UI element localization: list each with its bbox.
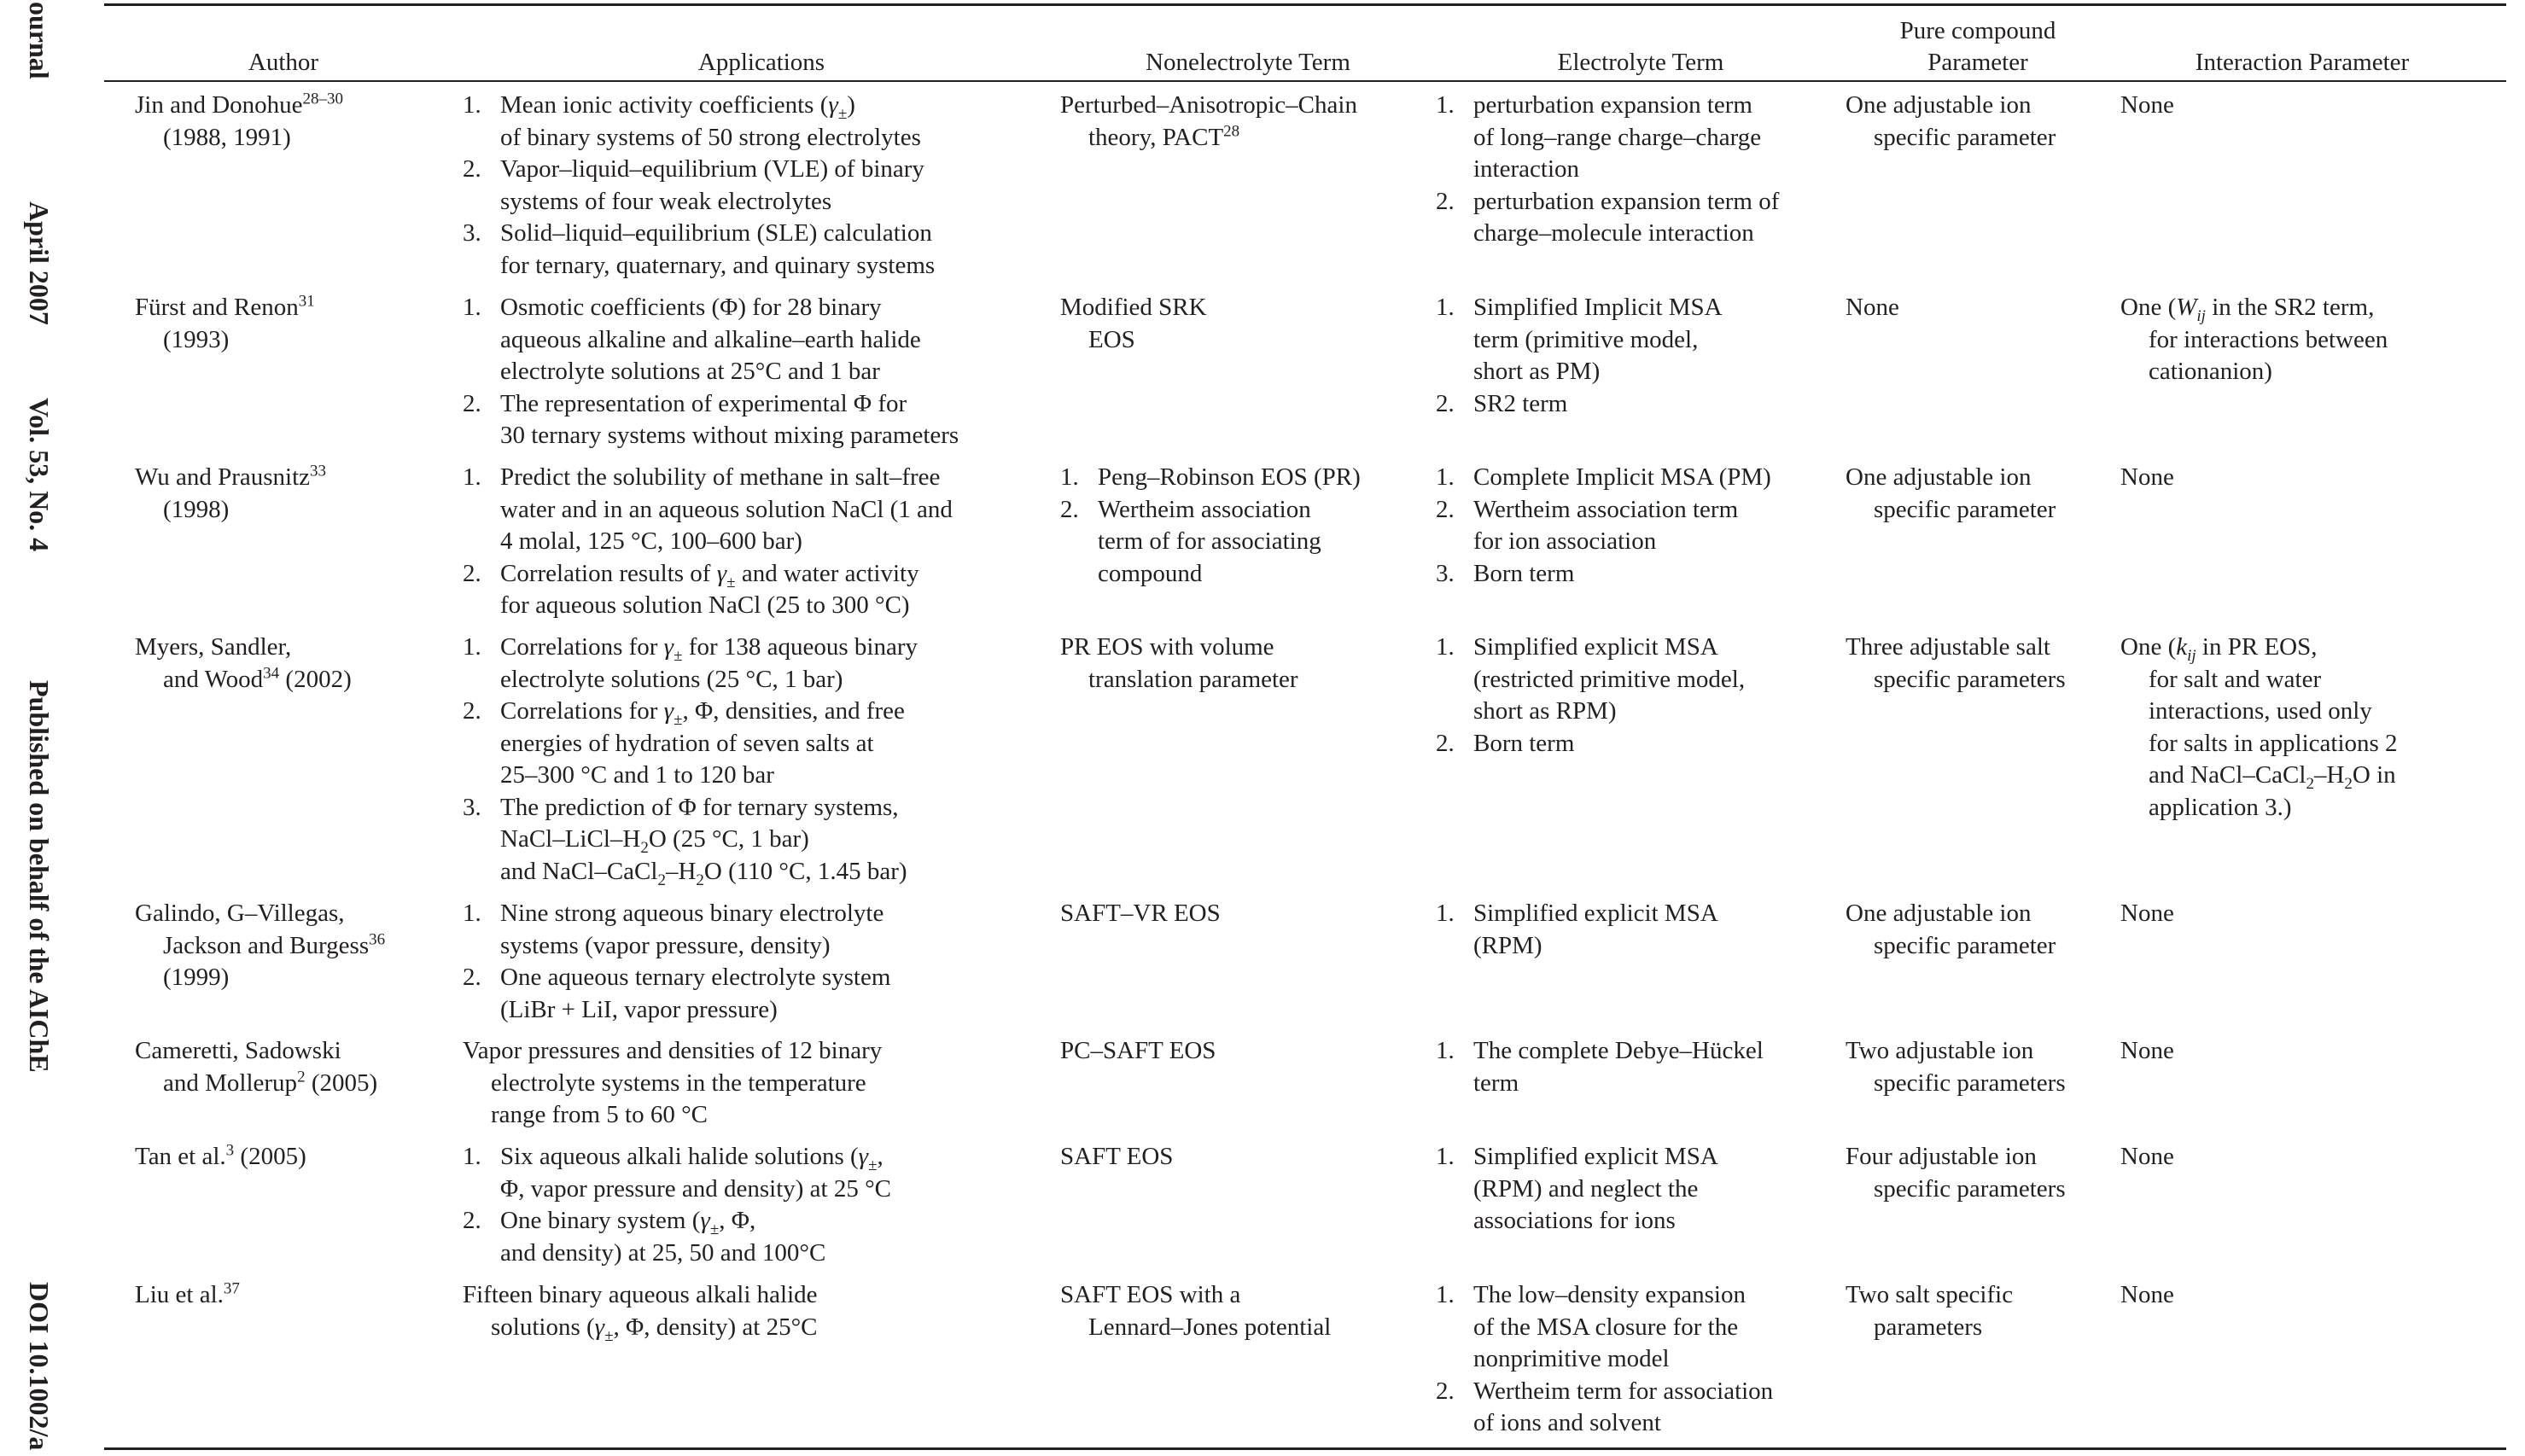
interaction-parameter-cell: One ($k_{ij}$ in PR EOS, for salt and water interactions, used only for salts in applications 2 and NaCl–$CaCl_2-H_2O$ in application 3.) [2120,633,2398,821]
table-top-rule [104,3,2506,6]
nonelectrolyte-cell: SAFT–VR EOS [1060,900,1221,927]
sidebar-text [0,2,82,1456]
sidebar-journal: ournal [24,2,55,79]
header-pure-compound: Pure compound Parameter [1899,17,2056,76]
applications-cell: 1. Mean ionic activity coefficients $(\gamma_\pm)$ of binary systems of 50 strong electrolytes 2. Vapor–liquid–equilibrium (VLE) of binary systems of four weak electrolytes 3. Solid–liquid–equilibrium (SLE) calculation for ternary, quaternary, and quinary systems [463,91,936,279]
nonelectrolyte-cell: Modified SRK EOS [1060,294,1207,353]
interaction-parameter-cell: One ($W_{ij}$ in the SR2 term, for interactions between cationanion) [2120,294,2388,385]
electrolyte-cell: 1. perturbation expansion term of long–range charge–charge interaction 2. perturbation expansion term of charge–molecule interaction [1436,91,1780,247]
table-bottom-rule [104,1447,2506,1450]
author-cell: Cameretti, Sadowski and Mollerup$^2$ (2005) [135,1037,378,1097]
pure-parameter-cell: One adjustable ion specific parameter [1846,463,2056,523]
applications-cell: 1. Six aqueous alkali halide solutions ($\gamma_\pm$, Φ, vapor pressure and density) at 25 °C 2. One binary system ($\gamma_\pm$, Φ, and density) at 25, 50 and 100°C [463,1143,892,1267]
author-cell: Myers, Sandler, and Wood$^{34}$ (2002) [135,633,352,693]
pure-parameter-cell: Two adjustable ion specific parameters [1846,1037,2066,1097]
electrolyte-cell: 1. Simplified explicit MSA (RPM) and neglect the associations for ions [1436,1143,1718,1234]
author-cell: Jin and Donohue$^{28-30}$ (1988, 1991) [135,90,344,151]
electrolyte-cell: 1. The low–density expansion of the MSA closure for the nonprimitive model 2. Wertheim term for association of ions and solvent [1436,1281,1774,1436]
electrolyte-cell: 1. Complete Implicit MSA (PM) 2. Wertheim association term for ion association 3. Born term [1436,463,1771,587]
pure-parameter-cell: One adjustable ion specific parameter [1846,91,2056,151]
journal-sidebar [0,0,85,1456]
header-interaction: Interaction Parameter [2195,49,2410,76]
nonelectrolyte-cell: PR EOS with volume translation parameter [1060,633,1298,693]
author-cell: Galindo, G–Villegas, Jackson and Burgess$^{36}$ (1999) [135,900,386,991]
pure-parameter-cell: One adjustable ion specific parameter [1846,900,2056,959]
interaction-parameter-cell: None [2120,1281,2174,1308]
author-cell: Tan et al.$^3$ (2005) [135,1141,306,1170]
applications-cell: Vapor pressures and densities of 12 binary electrolyte systems in the temperature range from 5 to 60 °C [463,1037,883,1128]
interaction-parameter-cell: None [2120,91,2174,119]
nonelectrolyte-cell: Perturbed–Anisotropic–Chain theory, PACT$^{28}$ [1060,91,1357,151]
applications-cell: 1. Osmotic coefficients (Φ) for 28 binary aqueous alkaline and alkaline–earth halide electrolyte solutions at 25°C and 1 bar 2. The representation of experimental Φ for 30 ternary systems without mixing parameters [463,294,959,449]
pure-parameter-cell: None [1846,294,1899,321]
electrolyte-cell: 1. Simplified Implicit MSA term (primitive model, short as PM) 2. SR2 term [1436,294,1723,417]
nonelectrolyte-cell: SAFT EOS with a Lennard–Jones potential [1060,1281,1332,1341]
nonelectrolyte-cell: SAFT EOS [1060,1143,1174,1170]
interaction-parameter-cell: None [2120,463,2174,491]
electrolyte-cell: 1. Simplified explicit MSA (restricted primitive model, short as RPM) 2. Born term [1436,633,1746,757]
pure-parameter-cell: Two salt specific parameters [1846,1281,2014,1341]
nonelectrolyte-cell: 1. Peng–Robinson EOS (PR) 2. Wertheim association term of for associating compound [1060,463,1361,587]
applications-cell: 1. Correlations for $\gamma_\pm$ for 138 aqueous binary electrolyte solutions (25 °C, 1 bar) 2. Correlations for $\gamma_\pm$, Φ, densities, and free energies of hydration of seven salts at 25–300 °C and 1 to 120 bar 3. The prediction of Φ for ternary systems, NaCl–$LiCl-H_2O$ (25 °C, 1 bar) and NaCl–$CaCl_2-H_2O$ (110 °C, 1.45 bar) [463,633,918,889]
applications-cell: Fifteen binary aqueous alkali halide solutions ($\gamma_\pm$, Φ, density) at 25°C [463,1281,818,1345]
applications-cell: 1. Predict the solubility of methane in salt–free water and in an aqueous solution NaCl (1 and 4 molal, 125 °C, 100–600 bar) 2. Correlation results of $\gamma_\pm$ and water activity for aqueous solution NaCl (25 to 300 °C) [463,463,953,619]
author-cell: Wu and Prausnitz$^{33}$ (1998) [135,462,327,523]
applications-cell: 1. Nine strong aqueous binary electrolyte systems (vapor pressure, density) 2. One aqueous ternary electrolyte system (LiBr + LiI, vapor pressure) [463,900,891,1023]
header-applications: Applications [697,49,825,76]
header-electrolyte: Electrolyte Term [1557,49,1724,76]
header-author: Author [248,49,319,76]
author-cell: Liu et al.$^{37}$ [135,1279,240,1308]
interaction-parameter-cell: None [2120,1143,2174,1170]
header-nonelectrolyte: Nonelectrolyte Term [1146,49,1350,76]
pure-parameter-cell: Three adjustable salt specific parameters [1846,633,2066,693]
electrolyte-cell: 1. The complete Debye–Hückel term [1436,1037,1764,1097]
electrolyte-cell: 1. Simplified explicit MSA (RPM) [1436,900,1718,959]
interaction-parameter-cell: None [2120,1037,2174,1064]
sidebar-doi: DOI 10.1002/a [24,1282,55,1451]
sidebar-volume: Vol. 53, No. 4 [24,398,55,552]
interaction-parameter-cell: None [2120,900,2174,927]
author-cell: Fürst and Renon$^{31}$ (1993) [135,292,315,353]
sidebar-publisher-note: Published on behalf of the AIChE [24,680,55,1073]
sidebar-date: April 2007 [24,201,55,325]
nonelectrolyte-cell: PC–SAFT EOS [1060,1037,1216,1064]
table-header-rule [104,80,2506,82]
pure-parameter-cell: Four adjustable ion specific parameters [1846,1143,2066,1203]
